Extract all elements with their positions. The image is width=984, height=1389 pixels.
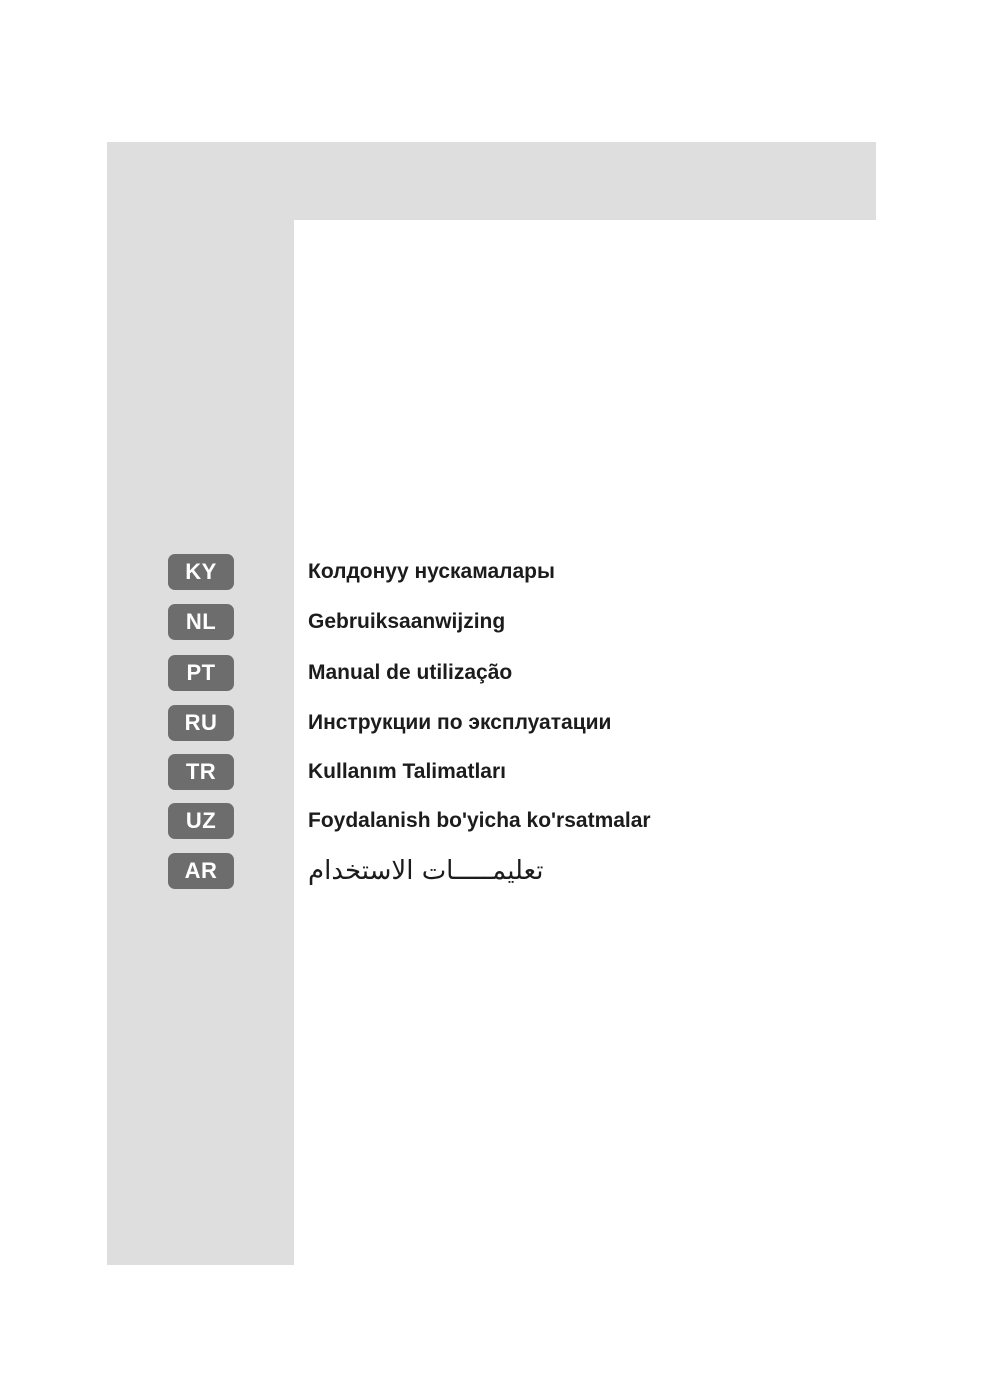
manual-title: تعليمـــــات الاستخدام <box>308 856 544 886</box>
language-code-badge: AR <box>168 853 234 889</box>
language-row-ru <box>168 705 768 741</box>
language-row-tr <box>168 754 768 790</box>
language-code-badge: PT <box>168 655 234 691</box>
manual-title: Колдонуу нускамалары <box>308 560 555 583</box>
language-code-badge: TR <box>168 754 234 790</box>
manual-title: Kullanım Talimatları <box>308 760 506 783</box>
language-row-pt <box>168 655 768 691</box>
language-row-uz <box>168 803 768 839</box>
language-code-badge: RU <box>168 705 234 741</box>
manual-title: Manual de utilização <box>308 661 513 684</box>
language-row-ky <box>168 554 768 590</box>
language-row-ar <box>168 853 768 889</box>
manual-title: Инструкции по эксплуатации <box>308 711 612 734</box>
language-code-badge: NL <box>168 604 234 640</box>
cover-top-band <box>107 142 876 220</box>
language-row-nl <box>168 604 768 640</box>
language-code-badge: UZ <box>168 803 234 839</box>
cover-side-band <box>107 220 294 1265</box>
manual-title: Gebruiksaanwijzing <box>308 610 506 633</box>
language-code-badge: KY <box>168 554 234 590</box>
manual-title: Foydalanish bo'yicha ko'rsatmalar <box>308 809 651 832</box>
